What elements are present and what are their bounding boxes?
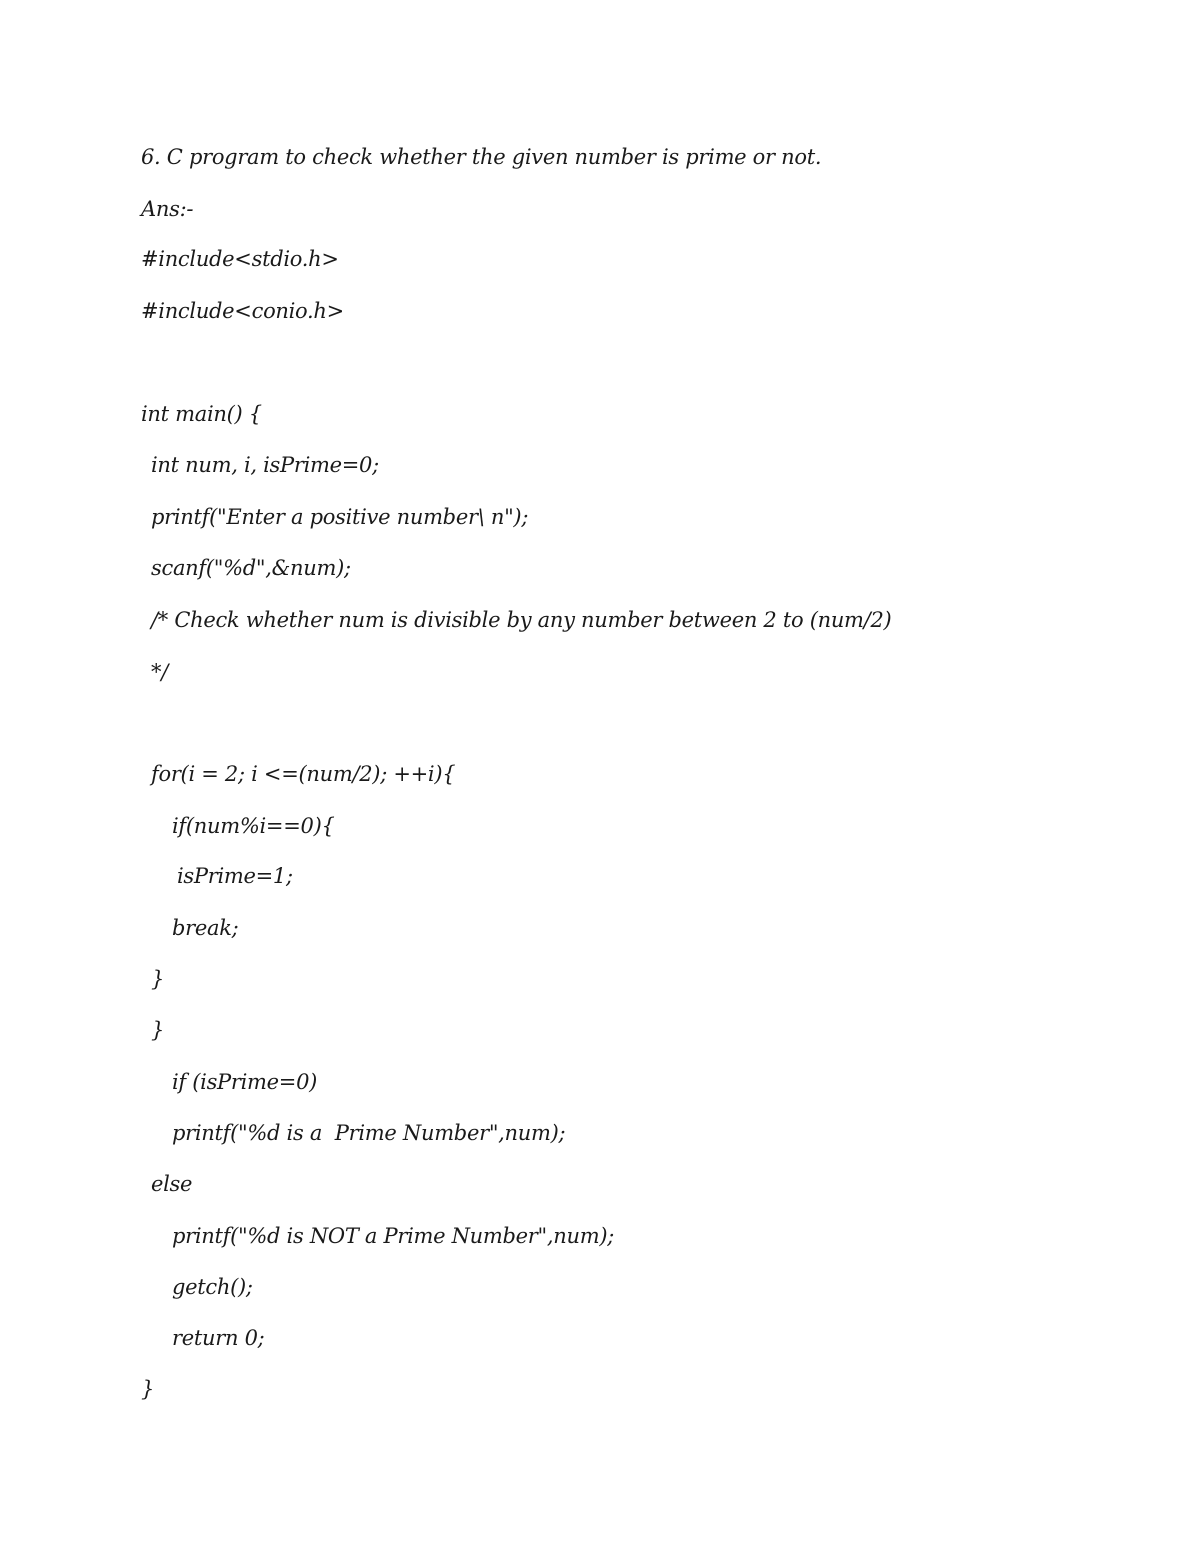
code-line-if-prime: if (isPrime=0) <box>172 1070 318 1094</box>
code-line-for-loop: for(i = 2; i <=(num/2); ++i){ <box>151 762 456 786</box>
answer-label: Ans:- <box>141 197 194 221</box>
code-line-close-if: } <box>151 967 165 991</box>
code-line-if-divisible: if(num%i==0){ <box>172 814 335 838</box>
code-line-main: int main() { <box>141 402 262 426</box>
code-line-scanf: scanf("%d",&num); <box>151 556 351 580</box>
code-line-close-for: } <box>151 1018 165 1042</box>
code-line-include-stdio: #include<stdio.h> <box>141 247 339 271</box>
code-line-break: break; <box>172 916 239 940</box>
code-line-close-main: } <box>141 1377 155 1401</box>
code-line-return: return 0; <box>172 1326 265 1350</box>
code-line-comment-end: */ <box>151 660 168 684</box>
code-line-printf-prime: printf("%d is a Prime Number",num); <box>172 1121 566 1145</box>
code-line-comment-start: /* Check whether num is divisible by any number between 2 to (num/2) <box>151 608 892 632</box>
code-line-printf-not-prime: printf("%d is NOT a Prime Number",num); <box>172 1224 614 1248</box>
code-line-set-flag: isPrime=1; <box>177 864 293 888</box>
code-line-declarations: int num, i, isPrime=0; <box>151 453 379 477</box>
code-line-include-conio: #include<conio.h> <box>141 299 344 323</box>
code-line-else: else <box>151 1172 193 1196</box>
question-heading: 6. C program to check whether the given number is prime or not. <box>141 145 822 169</box>
code-line-printf-prompt: printf("Enter a positive number\ n"); <box>151 505 529 529</box>
code-line-getch: getch(); <box>172 1275 253 1299</box>
